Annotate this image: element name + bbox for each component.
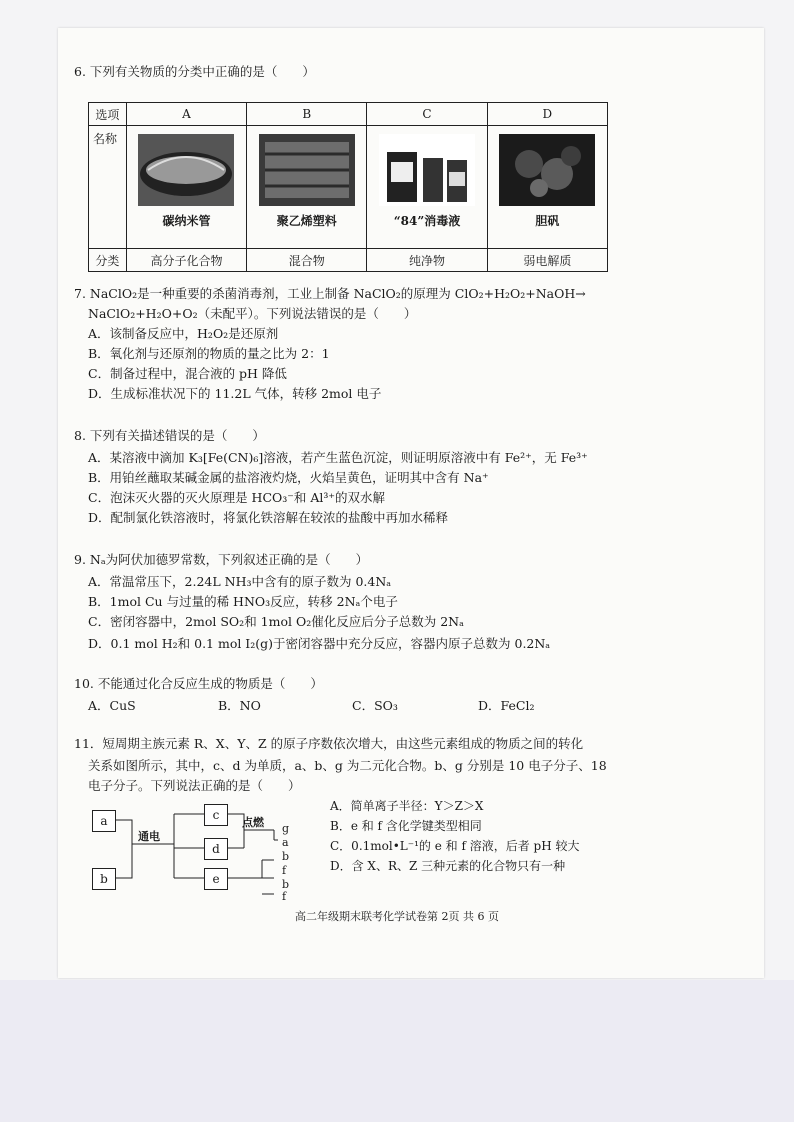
transformation-diagram	[92, 800, 322, 903]
q10-option-a: A．CuS	[88, 698, 136, 713]
node-a: a	[92, 810, 116, 832]
q8-option-c: C．泡沫灭火器的灭火原理是 HCO₃⁻和 Al³⁺的双水解	[88, 490, 385, 505]
q11-stem-line1: 11．短周期主族元素 R、X、Y、Z 的原子序数依次增大，由这些元素组成的物质之间的转化	[74, 736, 584, 751]
q7-option-b: B．氧化剂与还原剂的物质的量之比为 2：1	[88, 346, 330, 361]
q8-option-d: D．配制氯化铁溶液时，将氯化铁溶解在较浓的盐酸中再加水稀释	[88, 510, 449, 525]
output-f: f	[282, 864, 287, 877]
q8-option-b: B．用铂丝蘸取某碱金属的盐溶液灼烧，火焰呈黄色，证明其中含有 Na⁺	[88, 470, 489, 485]
q9-option-a: A．常温常压下，2.24L NH₃中含有的原子数为 0.4Nₐ	[88, 574, 392, 589]
q10-option-b: B．NO	[218, 698, 261, 713]
q11-option-a: A．简单离子半径：Y＞Z＞X	[330, 799, 484, 813]
q8-stem: 8. 下列有关描述错误的是（ ）	[74, 428, 265, 443]
q11-option-d: D．含 X、R、Z 三种元素的化合物只有一种	[330, 859, 566, 873]
class-b: 混合物	[247, 249, 367, 272]
node-b: b	[92, 868, 116, 890]
q9-option-c: C．密闭容器中，2mol SO₂和 1mol O₂催化反应后分子总数为 2Nₐ	[88, 614, 464, 629]
disinfectant-bottles-image	[379, 134, 475, 206]
output-f2: f	[282, 890, 287, 903]
q10-option-c: C．SO₃	[352, 698, 398, 713]
q8-option-a: A．某溶液中滴加 K₃[Fe(CN)₆]溶液，若产生蓝色沉淀，则证明原溶液中有 Fe²⁺，无 Fe³⁺	[88, 450, 588, 465]
option-a-cell	[126, 126, 246, 249]
q11-option-b: B．e 和 f 含化学键类型相同	[330, 819, 482, 833]
node-e: e	[204, 868, 228, 890]
q11-stem-line3: 电子分子。下列说法正确的是（ ）	[88, 778, 301, 793]
option-c-cell	[367, 126, 487, 249]
node-d: d	[204, 838, 228, 860]
table-header: D	[487, 103, 607, 126]
label-ignite: 点燃	[242, 816, 264, 829]
page-footer: 高二年级期末联考化学试卷第 2页 共 6 页	[295, 910, 499, 923]
row-label-class: 分类	[89, 249, 127, 272]
q7-option-c: C．制备过程中，混合液的 pH 降低	[88, 366, 287, 381]
q10-stem: 10. 不能通过化合反应生成的物质是（ ）	[74, 676, 323, 691]
q7-option-a: A．该制备反应中，H₂O₂是还原剂	[88, 326, 279, 341]
node-c: c	[204, 804, 228, 826]
table-header: B	[247, 103, 367, 126]
caption-b: 聚乙烯塑料	[276, 214, 337, 228]
background-band	[0, 980, 794, 1122]
carbon-nanotube-image	[138, 134, 234, 206]
q11-option-c: C．0.1mol•L⁻¹的 e 和 f 溶液，后者 pH 较大	[330, 839, 580, 853]
polyethylene-image	[259, 134, 355, 206]
label-electrolysis: 通电	[138, 830, 160, 843]
q9-stem: 9. Nₐ为阿伏加德罗常数，下列叙述正确的是（ ）	[74, 552, 369, 567]
output-g: g	[282, 822, 290, 835]
class-a: 高分子化合物	[126, 249, 246, 272]
class-c: 纯净物	[367, 249, 487, 272]
table-header: C	[367, 103, 487, 126]
caption-d: 胆矾	[535, 214, 560, 228]
caption-c: “84”消毒液	[393, 214, 461, 228]
output-b: b	[282, 850, 290, 863]
q9-option-d: D．0.1 mol H₂和 0.1 mol I₂(g)于密闭容器中充分反应，容器内原子总数为 0.2Nₐ	[88, 636, 551, 651]
q7-option-d: D．生成标准状况下的 11.2L 气体，转移 2mol 电子	[88, 386, 382, 401]
output-b2: b	[282, 878, 290, 891]
output-a: a	[282, 836, 289, 849]
option-b-cell	[247, 126, 367, 249]
q6-table	[88, 102, 608, 272]
table-header: A	[126, 103, 246, 126]
q7-stem-line1: 7. NaClO₂是一种重要的杀菌消毒剂，工业上制备 NaClO₂的原理为 ClO₂+H₂O₂+NaOH→	[74, 286, 586, 301]
q6-stem: 6. 下列有关物质的分类中正确的是（ ）	[74, 64, 315, 79]
class-d: 弱电解质	[487, 249, 607, 272]
blue-vitriol-image	[499, 134, 595, 206]
q9-option-b: B．1mol Cu 与过量的稀 HNO₃反应，转移 2Nₐ个电子	[88, 594, 398, 609]
caption-a: 碳纳米管	[162, 214, 211, 228]
option-d-cell	[487, 126, 607, 249]
table-header: 选项	[89, 103, 127, 126]
q7-stem-line2: NaClO₂+H₂O+O₂（未配平）。下列说法错误的是（ ）	[88, 306, 417, 321]
q10-option-d: D．FeCl₂	[478, 698, 535, 713]
row-label-name: 名称	[89, 126, 127, 249]
q11-stem-line2: 关系如图所示，其中，c、d 为单质，a、b、g 为二元化合物。b、g 分别是 10 电子分子、18	[88, 758, 607, 773]
